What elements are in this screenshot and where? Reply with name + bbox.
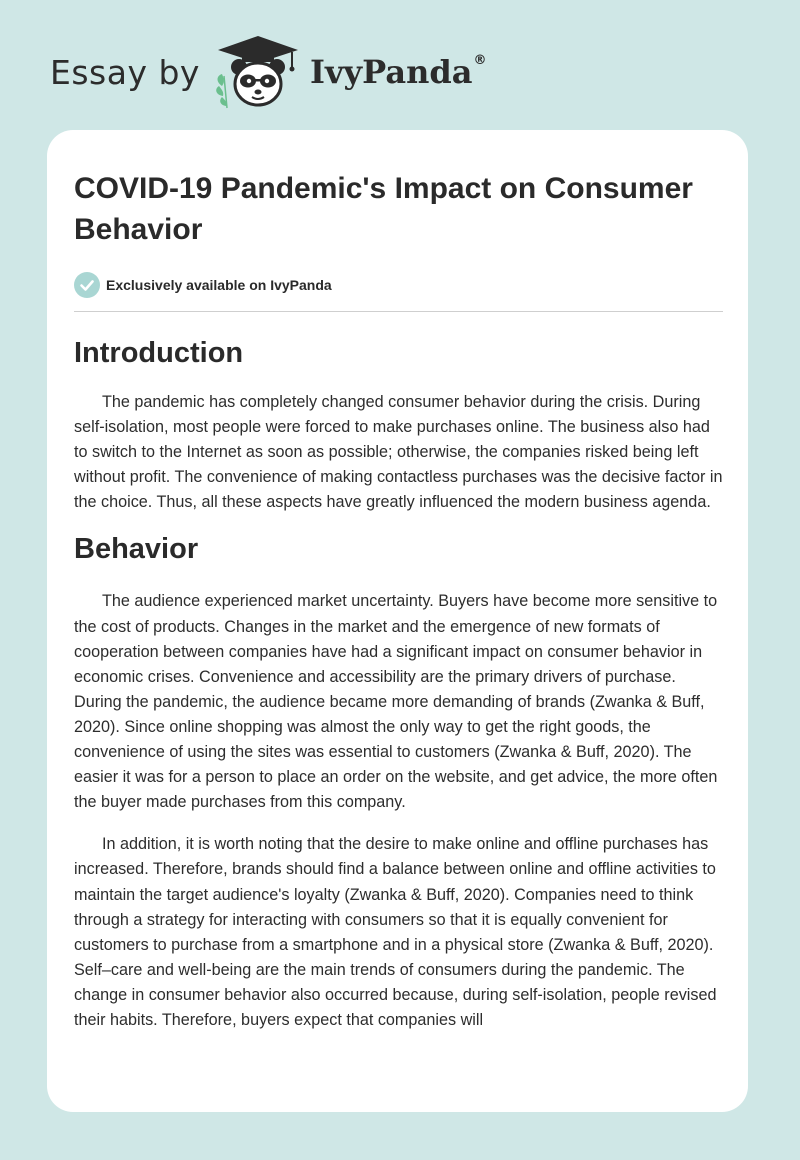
site-header — [50, 34, 486, 110]
check-circle-icon — [74, 272, 100, 298]
brand-prefix: Essay by — [50, 52, 200, 92]
paragraph: The pandemic has completely changed consumer behavior during the crisis. During self-isolation, most people were forced to make purchases online. The business also had to switch to the Internet as soon as possible; otherwise, the companies risked being left without profit. The convenience of making contactless purchases was the decisive factor in the choice. Thus, all these aspects have greatly influenced the modern business agenda. — [74, 393, 723, 512]
essay-title: COVID-19 Pandemic's Impact on Consumer Behavior — [74, 172, 693, 246]
paragraph: In addition, it is worth noting that the desire to make online and offline purchases has increased. Therefore, brands should find a balance between online and offline activities to maintain the target audience's loyalty (Zwanka & Buff, 2020). Companies need to think through a strategy for interacting with consumers so that it is equally convenient for customers to purchase from a smartphone and in a physical store (Zwanka & Buff, 2020). Self–care and well-being are the main trends of consumers during the pandemic. The change in consumer behavior also occurred because, during self-isolation, people revised their habits. Therefore, buyers expect that companies will — [74, 835, 717, 1029]
exclusive-badge — [74, 272, 723, 298]
brand-name[interactable]: IvyPanda — [309, 53, 473, 91]
section-heading-introduction: Introduction — [74, 337, 244, 369]
essay-card — [47, 130, 748, 1112]
exclusive-badge-label: Exclusively available on IvyPanda — [106, 277, 332, 293]
section-heading-behavior: Behavior — [74, 533, 199, 566]
panda-graduate-logo-icon[interactable] — [212, 34, 304, 110]
title-divider — [74, 311, 723, 312]
paragraph: The audience experienced market uncertainty. Buyers have become more sensitive to the cost of products. Changes in the market and the emergence of new formats of cooperation between companies have had a significant impact on consumer behavior in economic crises. Convenience and accessibility are the primary drivers of purchase. During the pandemic, the audience became more demanding of brands (Zwanka & Buff, 2020). Since online shopping was almost the only way to get the right goods, the convenience of using the sites was essential to customers (Zwanka & Buff, 2020). The easier it was for a person to place an order on the website, and get advice, the more often the buyer made purchases from this company. — [74, 592, 718, 812]
registered-mark: ® — [473, 52, 487, 68]
essay-content — [74, 168, 723, 1033]
